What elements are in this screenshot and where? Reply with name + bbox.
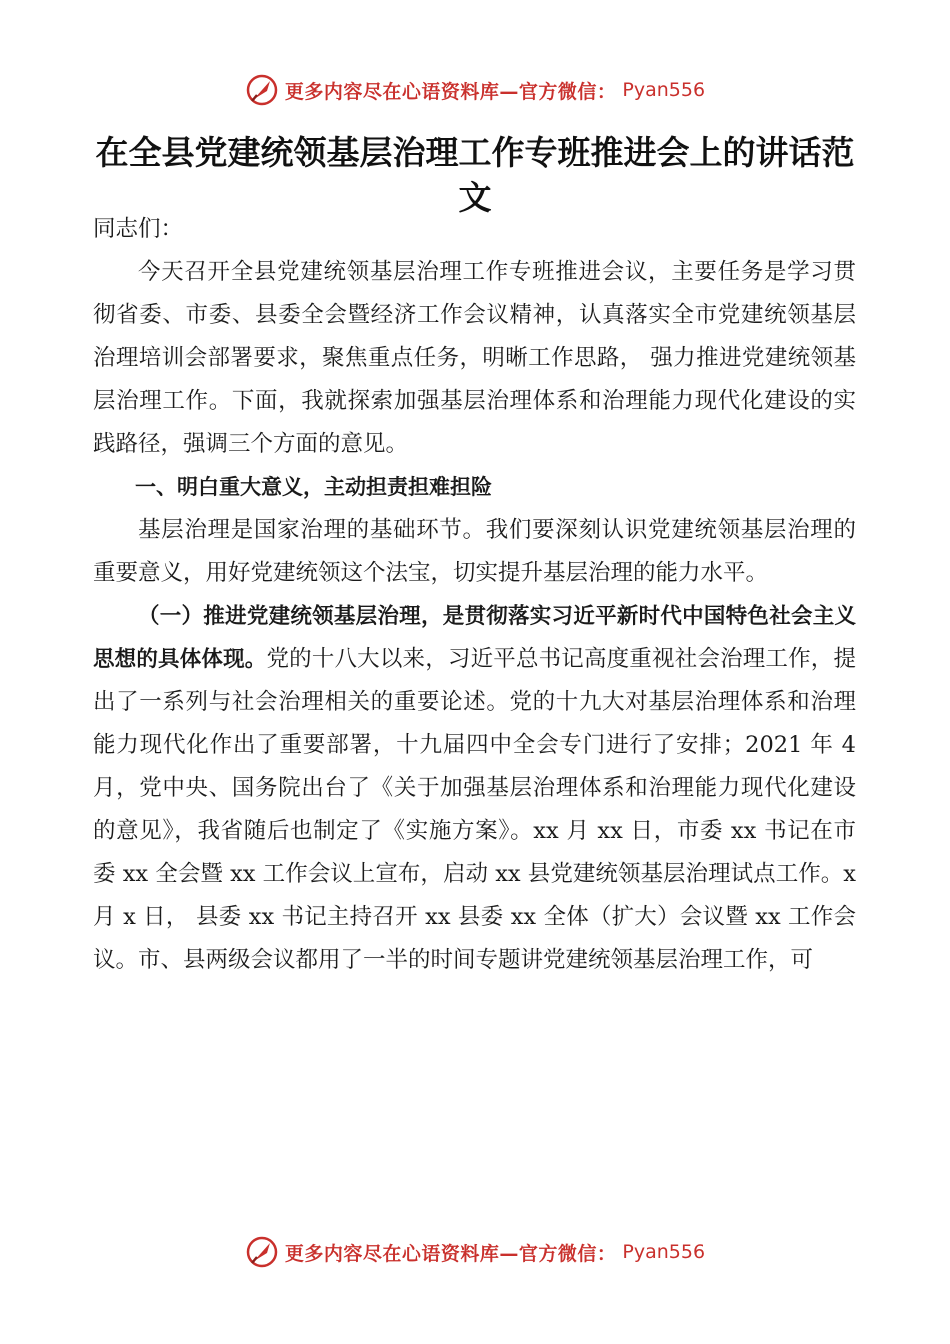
point-1-text: 党的十八大以来，习近平总书记高度重视社会治理工作，提出了一系列与社会治理相关的重要论述。党的十九大对基层治理体系和治理能力现代化作出了重要部署，十九届四中全会专门进行了安排；2021 年 4 月，党中央、国务院出台了《关于加强基层治理体系和治理能力现代化建设的意见》，我省随后也制定了《实施方案》。xx 月 xx 日，市委 xx 书记在市委 xx 全会暨 xx 工作会议上宣布，启动 xx 县党建统领基层治理试点工作。x 月 x 日， 县委 xx 书记主持召开 xx 县委 xx 全体（扩大）会议暨 xx 工作会议。市、县两级会议都用了一半的时间专题讲党建统领基层治理工作，可 xyxy=(93,646,856,973)
document-body xyxy=(93,208,856,982)
section-heading-1: 一、明白重大意义，主动担责担难担险 xyxy=(135,475,492,499)
document-title: 在全县党建统领基层治理工作专班推进会上的讲话范文 xyxy=(95,133,855,217)
watermark-banner-top xyxy=(0,70,950,110)
salutation: 同志们： xyxy=(93,216,184,242)
watermark-banner-bottom xyxy=(0,1232,950,1272)
intro-paragraph: 今天召开全县党建统领基层治理工作专班推进会议，主要任务是学习贯彻省委、市委、县委全会暨经济工作会议精神，认真落实全市党建统领基层治理培训会部署要求，聚焦重点任务，明晰工作思路， 强力推进党建统领基层治理工作。下面，我就探索加强基层治理体系和治理能力现代化建设的实践路径，强调三个方面的意见。 xyxy=(93,259,856,457)
watermark-text: 更多内容尽在心语资料库—官方微信： xyxy=(284,1242,617,1265)
watermark-wechat-id: Pyan556 xyxy=(622,1241,706,1263)
watermark-wechat-id: Pyan556 xyxy=(622,79,706,101)
quill-logo-icon xyxy=(245,1235,279,1269)
watermark-text: 更多内容尽在心语资料库—官方微信： xyxy=(284,80,617,103)
point-1-paragraph xyxy=(93,595,856,982)
section-1-paragraph: 基层治理是国家治理的基础环节。我们要深刻认识党建统领基层治理的重要意义，用好党建统领这个法宝，切实提升基层治理的能力水平。 xyxy=(93,517,856,586)
quill-logo-icon xyxy=(245,73,279,107)
point-1-lead: （一）推进党建统领基层治理，是贯彻落实习近平新时代中国特色社会主义思想的具体体现。 xyxy=(93,604,856,672)
